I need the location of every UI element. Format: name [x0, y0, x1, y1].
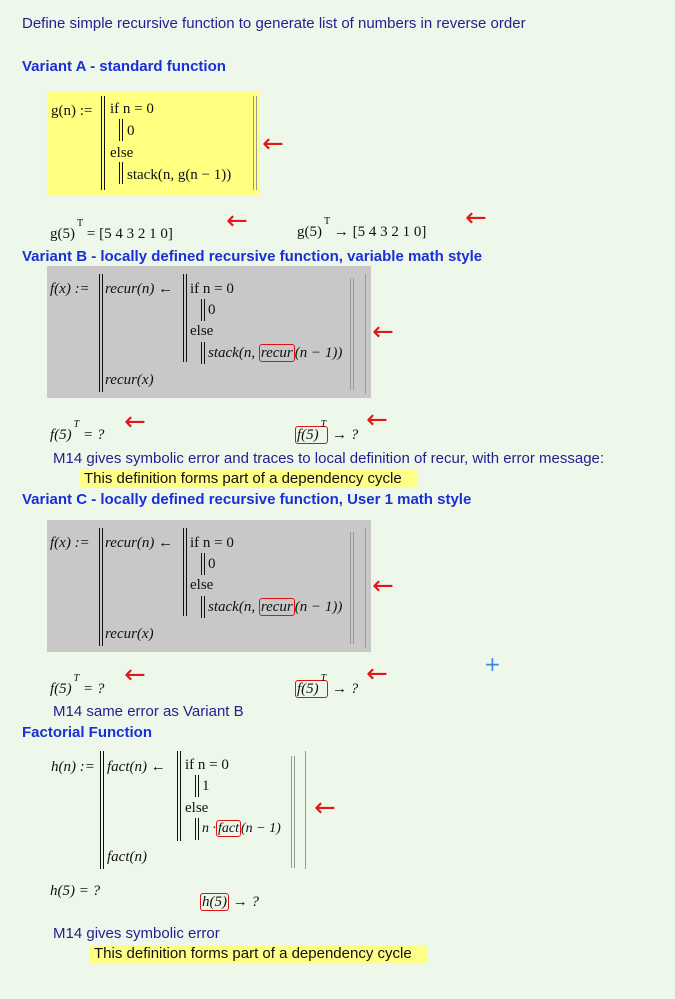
program-bar — [99, 528, 100, 646]
d-res2-rhs: → ? — [232, 894, 259, 910]
branch-bar — [204, 596, 205, 618]
b-error-note: M14 gives symbolic error and traces to local definition of recur, with error message: — [53, 450, 605, 467]
b-else: else — [190, 323, 214, 339]
d-mul — [202, 820, 281, 838]
b-res1: f(5) — [50, 427, 72, 443]
a-else: else — [110, 145, 134, 161]
region-edge — [305, 751, 306, 869]
region-edge — [350, 278, 351, 390]
c-res2-error-box — [295, 673, 328, 698]
region-edge — [294, 756, 295, 868]
red-arrow-icon: ← — [366, 405, 388, 435]
a-result-symbolic[interactable] — [297, 213, 426, 241]
d-error-note: M14 gives symbolic error — [53, 925, 220, 942]
program-bar — [183, 274, 184, 362]
b-res1-rhs: = ? — [82, 427, 105, 443]
region-edge — [365, 274, 366, 394]
branch-bar — [122, 162, 123, 184]
red-arrow-icon: ← — [262, 129, 284, 159]
red-arrow-icon: ← — [366, 659, 388, 689]
c-stack — [208, 598, 342, 616]
transpose: T — [320, 419, 327, 430]
red-arrow-icon: ← — [124, 407, 146, 437]
b-recur-x: recur(x) — [105, 372, 154, 388]
branch-bar — [119, 119, 120, 141]
program-bar — [180, 751, 181, 841]
insertion-crosshair-icon[interactable]: + — [484, 652, 501, 676]
d-fact-n: fact(n) — [107, 849, 147, 865]
branch-bar — [119, 162, 120, 184]
region-edge — [353, 532, 354, 644]
branch-bar — [198, 775, 199, 797]
c-if: if n = 0 — [190, 535, 234, 551]
c-stack-pre: stack(n, — [208, 599, 259, 615]
b-recur-def: recur(n) ← — [105, 281, 174, 297]
program-bar — [186, 274, 187, 362]
c-lhs: f(x) := — [50, 535, 90, 551]
b-result-eval[interactable] — [50, 416, 104, 444]
branch-bar — [201, 299, 202, 321]
c-res1-rhs: = ? — [82, 681, 105, 697]
c-res2: f(5) — [297, 681, 319, 697]
transpose: T — [320, 673, 327, 684]
c-stack-post: (n − 1)) — [294, 599, 343, 615]
a-result-eval[interactable] — [50, 215, 173, 243]
program-bar — [103, 751, 104, 869]
red-arrow-icon: ← — [372, 317, 394, 347]
region-edge — [291, 756, 292, 868]
transpose: T — [77, 218, 84, 229]
d-one: 1 — [202, 778, 210, 794]
program-bar — [99, 274, 100, 392]
d-fact-def: fact(n) ← — [107, 759, 166, 775]
d-mul-pre: n · — [202, 821, 216, 836]
d-res1-rhs: = ? — [78, 883, 101, 899]
d-if: if n = 0 — [185, 757, 229, 773]
c-result-symbolic[interactable] — [295, 670, 358, 698]
program-bar — [102, 528, 103, 646]
a-lhs: g(n) := — [51, 103, 93, 119]
branch-bar — [201, 342, 202, 364]
variant-b-definition-region[interactable] — [47, 266, 371, 398]
program-bar — [101, 96, 102, 190]
c-zero: 0 — [208, 556, 216, 572]
d-res2-error-box: h(5) — [202, 894, 227, 910]
red-arrow-icon: ← — [124, 660, 146, 690]
d-lhs: h(n) := — [51, 759, 95, 775]
d-else: else — [185, 800, 209, 816]
a-stack: stack(n, g(n − 1)) — [127, 167, 232, 183]
c-error-note: M14 same error as Variant B — [53, 703, 244, 720]
branch-bar — [195, 818, 196, 840]
program-bar — [104, 96, 105, 190]
b-error-message: This definition forms part of a dependency cycle — [80, 470, 418, 488]
red-arrow-icon: ← — [465, 203, 487, 233]
program-bar — [100, 751, 101, 869]
b-res2-rhs: → ? — [331, 427, 359, 443]
factorial-heading: Factorial Function — [22, 724, 153, 741]
b-lhs: f(x) := — [50, 281, 90, 297]
program-bar — [177, 751, 178, 841]
branch-bar — [204, 342, 205, 364]
red-arrow-icon: ← — [372, 571, 394, 601]
branch-bar — [122, 119, 123, 141]
intro-text: Define simple recursive function to generate list of numbers in reverse order — [22, 15, 526, 32]
region-edge — [365, 528, 366, 648]
a-res2-rhs: → [5 4 3 2 1 0] — [333, 224, 427, 240]
branch-bar — [204, 553, 205, 575]
c-recur-error-highlight[interactable]: recur — [260, 599, 293, 615]
region-edge — [350, 532, 351, 644]
d-error-message: This definition forms part of a dependency cycle — [90, 945, 428, 963]
b-stack-post: (n − 1)) — [294, 345, 343, 361]
a-res1-rhs: = [5 4 3 2 1 0] — [86, 226, 173, 242]
d-result-eval[interactable] — [50, 882, 100, 900]
branch-bar — [204, 299, 205, 321]
d-res1: h(5) — [50, 883, 75, 899]
program-bar — [183, 528, 184, 616]
b-result-symbolic[interactable] — [295, 416, 358, 444]
branch-bar — [201, 596, 202, 618]
branch-bar — [201, 553, 202, 575]
c-recur-def: recur(n) ← — [105, 535, 174, 551]
transpose: T — [73, 419, 80, 430]
transpose: T — [324, 216, 331, 227]
factorial-definition-region[interactable] — [47, 748, 307, 870]
region-edge — [256, 96, 257, 190]
variant-a-heading: Variant A - standard function — [22, 58, 226, 75]
c-res1: f(5) — [50, 681, 72, 697]
b-zero: 0 — [208, 302, 216, 318]
transpose: T — [73, 673, 80, 684]
c-res2-rhs: → ? — [331, 681, 359, 697]
a-zero: 0 — [127, 123, 135, 139]
red-arrow-icon: ← — [314, 793, 336, 823]
a-if: if n = 0 — [110, 101, 154, 117]
b-res2-error-box — [295, 419, 328, 444]
region-edge — [353, 278, 354, 390]
variant-c-heading: Variant C - locally defined recursive function, User 1 math style — [22, 491, 472, 508]
a-res2-lhs: g(5) — [297, 224, 322, 240]
program-bar — [186, 528, 187, 616]
b-if: if n = 0 — [190, 281, 234, 297]
branch-bar — [195, 775, 196, 797]
b-stack-pre: stack(n, — [208, 345, 259, 361]
d-mul-post: (n − 1) — [241, 821, 281, 836]
d-result-symbolic[interactable] — [200, 893, 259, 911]
variant-c-definition-region[interactable] — [47, 520, 371, 652]
program-bar — [102, 274, 103, 392]
b-res2: f(5) — [297, 427, 319, 443]
variant-b-heading: Variant B - locally defined recursive function, variable math style — [22, 248, 483, 265]
region-edge — [253, 96, 254, 190]
red-arrow-icon: ← — [226, 206, 248, 236]
c-recur-x: recur(x) — [105, 626, 154, 642]
a-res1-lhs: g(5) — [50, 226, 75, 242]
b-stack — [208, 344, 342, 362]
c-result-eval[interactable] — [50, 670, 104, 698]
branch-bar — [198, 818, 199, 840]
d-fact-error-highlight[interactable]: fact — [218, 821, 239, 836]
b-recur-error-highlight[interactable]: recur — [260, 345, 293, 361]
variant-a-definition-region[interactable] — [47, 92, 260, 195]
c-else: else — [190, 577, 214, 593]
